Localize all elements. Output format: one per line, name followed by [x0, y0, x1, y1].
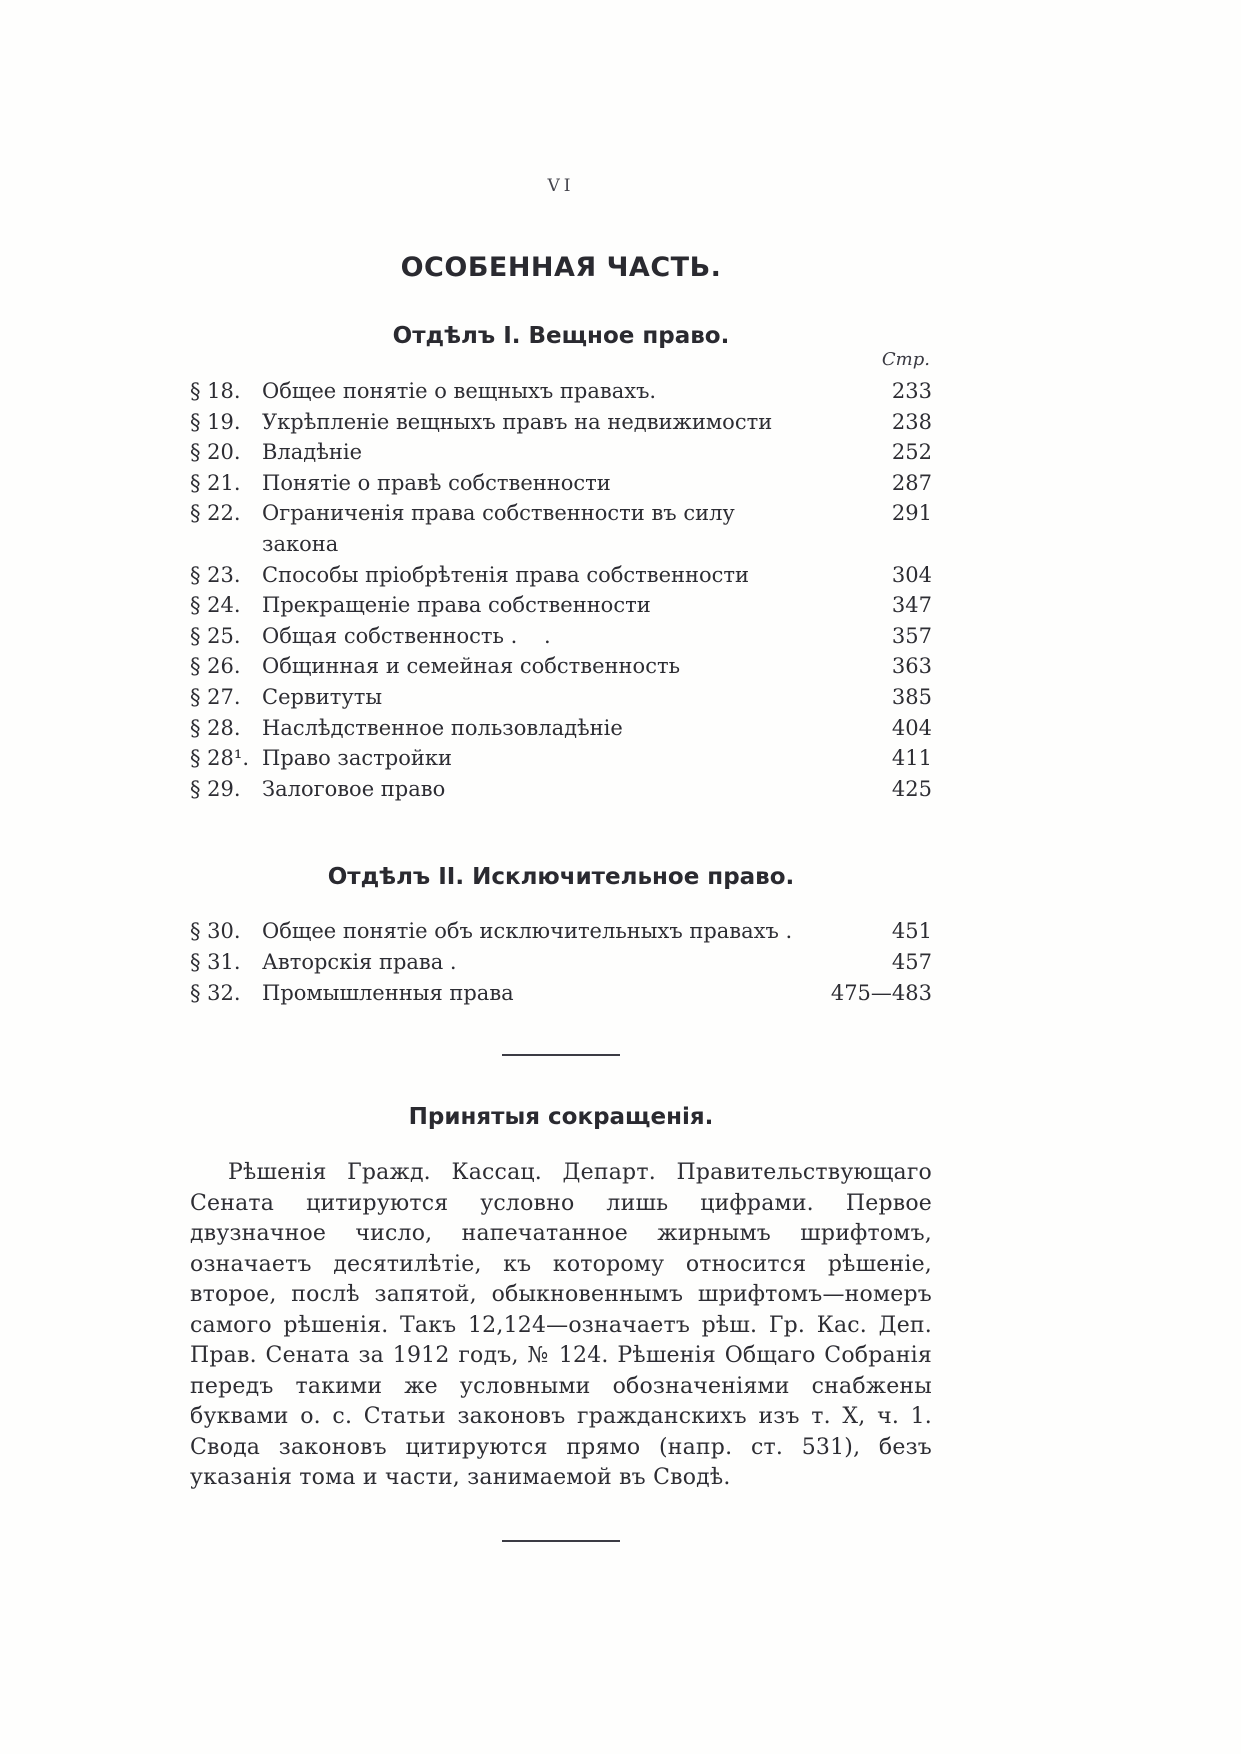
toc-row [190, 437, 932, 468]
toc-entry-number: § 23. [190, 562, 241, 587]
toc-entry-title: Общее понятіе объ исключительныхъ правахъ . [262, 919, 793, 944]
toc-row [190, 743, 932, 774]
toc-entry-title: Залоговое право [262, 776, 446, 801]
toc-entry-page: 404 [891, 715, 932, 740]
toc-row [190, 468, 932, 499]
toc-entry-number: § 31. [190, 949, 241, 974]
toc-entry-page: 291 [891, 501, 932, 526]
toc-entry-number: § 25. [190, 623, 241, 648]
toc-entry-number: § 19. [190, 409, 241, 434]
toc-entry-title: Общее понятіе о вещныхъ правахъ. [262, 379, 657, 403]
toc-entry-title: Общинная и семейная собственность [262, 654, 681, 679]
toc-entry-page: 411 [891, 746, 932, 771]
toc-row [190, 682, 932, 713]
toc-entry-title: Промышленныя права [262, 980, 514, 1005]
section-2-title: Отдѣлъ II. Исключительное право. [327, 864, 795, 891]
toc-entry-number: § 28¹. [190, 746, 249, 771]
toc-entry-page: 475—483 [830, 980, 932, 1005]
toc-row [190, 916, 932, 947]
toc-entry-title: Укрѣпленіе вещныхъ правъ на недвижимости [262, 409, 773, 434]
page-number: VI [547, 176, 575, 196]
toc-entry-number: § 26. [190, 654, 241, 679]
toc-entry-title: Понятіе о правѣ собственности [262, 470, 611, 495]
toc-entry-number: § 24. [190, 593, 241, 618]
page-column-label: Стр. [881, 349, 930, 370]
abbreviations-paragraph: Рѣшенія Гражд. Кассац. Департ. Правительствующаго Сената цитируются условно лишь цифрами. Первое двузначное число, напечатанное жирнымъ шрифтомъ, означаетъ десятилѣтіе, къ которому относится рѣшеніе, второе, послѣ запятой, обыкновеннымъ шрифтомъ—номеръ самого рѣшенія. Такъ 12,124—означаетъ рѣш. Гр. Кас. Деп. Прав. Сената за 1912 годъ, № 124. Рѣшенія Общаго Собранія передъ такими же условными обозначеніями снабжены буквами о. с. Статьи законовъ гражданскихъ изъ т. X, ч. 1. Свода законовъ цитируются прямо (напр. ст. 531), безъ указанія тома и части, занимаемой въ Сводѣ. [190, 1160, 932, 1491]
toc-row [190, 621, 932, 652]
toc-entry-title: Общая собственность . . [262, 623, 551, 648]
toc-entry-page: 451 [891, 919, 932, 944]
toc-row [190, 498, 932, 559]
toc-entry-page: 457 [891, 949, 932, 974]
toc-entry-title: Авторскія права . [262, 949, 457, 974]
toc-entry-number: § 18. [190, 379, 241, 403]
toc-entry-title: Сервитуты [262, 684, 383, 709]
toc-row [190, 407, 932, 438]
toc-row [190, 651, 932, 682]
toc-section-1 [190, 376, 932, 804]
toc-entry-title: Способы пріобрѣтенія права собственности [262, 562, 750, 587]
toc-entry-title: Прекращеніе права собственности [262, 593, 651, 618]
toc-entry-number: § 32. [190, 980, 241, 1005]
toc-row [190, 590, 932, 621]
toc-row [190, 560, 932, 591]
abbreviations-title: Принятыя сокращенія. [408, 1104, 714, 1131]
toc-row [190, 947, 932, 978]
toc-entry-number: § 20. [190, 440, 241, 465]
toc-entry-page: 425 [891, 776, 932, 801]
toc-entry-number: § 28. [190, 715, 241, 740]
toc-row [190, 978, 932, 1009]
toc-entry-page: 385 [891, 684, 932, 709]
toc-entry-page: 287 [891, 470, 932, 495]
toc-entry-title: Наслѣдственное пользовладѣніе [262, 715, 623, 740]
toc-row [190, 713, 932, 744]
toc-entry-number: § 21. [190, 470, 241, 495]
page-content [190, 0, 932, 1542]
toc-row [190, 774, 932, 805]
toc-entry-page: 347 [891, 593, 932, 618]
toc-entry-number: § 22. [190, 501, 241, 526]
toc-row [190, 376, 932, 407]
section-1-title: Отдѣлъ I. Вещное право. [392, 323, 730, 349]
toc-entry-page: 357 [891, 623, 932, 648]
toc-section-2 [190, 916, 932, 1008]
toc-entry-number: § 27. [190, 684, 241, 709]
toc-entry-title: Владѣніе [262, 440, 363, 465]
part-title: ОСОБЕННАЯ ЧАСТЬ. [400, 252, 722, 283]
bottom-divider [502, 1540, 620, 1542]
toc-entry-page: 252 [891, 440, 932, 465]
toc-entry-title: Право застройки [262, 746, 452, 771]
section-divider [502, 1054, 620, 1056]
toc-entry-page: 304 [891, 562, 932, 587]
toc-entry-title: Ограниченія права собственности въ силу закона [262, 501, 742, 556]
toc-entry-number: § 29. [190, 776, 241, 801]
toc-entry-number: § 30. [190, 919, 241, 944]
toc-entry-page: 363 [891, 654, 932, 679]
toc-entry-page: 238 [891, 409, 932, 434]
toc-entry-page: 233 [891, 379, 932, 403]
